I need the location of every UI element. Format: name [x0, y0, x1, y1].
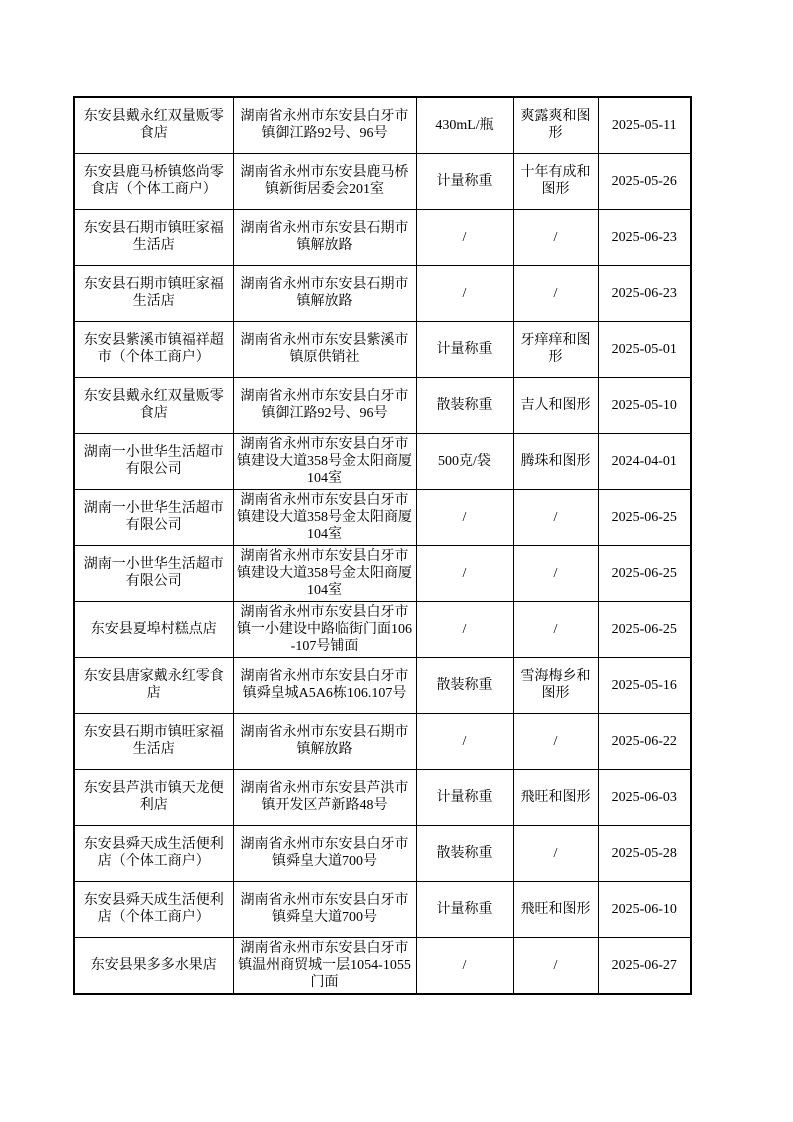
store-name-cell: 东安县芦洪市镇天龙便利店 [74, 769, 233, 825]
store-name-cell: 湖南一小世华生活超市有限公司 [74, 489, 233, 545]
address-cell: 湖南省永州市东安县白牙市镇舜皇大道700号 [233, 881, 416, 937]
date-cell: 2025-06-10 [598, 881, 691, 937]
trademark-cell: 十年有成和图形 [513, 153, 598, 209]
date-cell: 2025-06-25 [598, 601, 691, 657]
trademark-cell: / [513, 713, 598, 769]
address-cell: 湖南省永州市东安县白牙市镇御江路92号、96号 [233, 97, 416, 153]
table-row [74, 713, 691, 769]
trademark-cell: / [513, 937, 598, 994]
trademark-cell: / [513, 209, 598, 265]
specification-cell: 计量称重 [416, 881, 513, 937]
store-name-cell: 东安县舜天成生活便利店（个体工商户） [74, 825, 233, 881]
table-row [74, 601, 691, 657]
date-cell: 2025-06-22 [598, 713, 691, 769]
table-row [74, 321, 691, 377]
address-cell: 湖南省永州市东安县白牙市镇舜皇大道700号 [233, 825, 416, 881]
store-name-cell: 东安县舜天成生活便利店（个体工商户） [74, 881, 233, 937]
trademark-cell: / [513, 489, 598, 545]
date-cell: 2025-05-16 [598, 657, 691, 713]
trademark-cell: / [513, 265, 598, 321]
trademark-cell: / [513, 825, 598, 881]
specification-cell: / [416, 209, 513, 265]
store-name-cell: 东安县夏埠村糕点店 [74, 601, 233, 657]
trademark-cell: 吉人和图形 [513, 377, 598, 433]
specification-cell: / [416, 713, 513, 769]
trademark-cell: 雪海梅乡和图形 [513, 657, 598, 713]
address-cell: 湖南省永州市东安县白牙市镇温州商贸城一层1054-1055门面 [233, 937, 416, 994]
date-cell: 2025-05-26 [598, 153, 691, 209]
table-row [74, 657, 691, 713]
table-row [74, 265, 691, 321]
address-cell: 湖南省永州市东安县紫溪市镇原供销社 [233, 321, 416, 377]
address-cell: 湖南省永州市东安县石期市镇解放路 [233, 713, 416, 769]
address-cell: 湖南省永州市东安县鹿马桥镇新街居委会201室 [233, 153, 416, 209]
date-cell: 2025-06-27 [598, 937, 691, 994]
specification-cell: / [416, 489, 513, 545]
store-name-cell: 东安县唐家戴永红零食店 [74, 657, 233, 713]
table-row [74, 433, 691, 489]
date-cell: 2025-05-01 [598, 321, 691, 377]
date-cell: 2025-06-03 [598, 769, 691, 825]
address-cell: 湖南省永州市东安县白牙市镇舜皇城A5A6栋106.107号 [233, 657, 416, 713]
table-row [74, 377, 691, 433]
store-name-cell: 东安县紫溪市镇福祥超市（个体工商户） [74, 321, 233, 377]
store-name-cell: 东安县石期市镇旺家福生活店 [74, 265, 233, 321]
table-row [74, 545, 691, 601]
trademark-cell: 牙痒痒和图形 [513, 321, 598, 377]
inspection-table [73, 96, 692, 995]
table-row [74, 769, 691, 825]
specification-cell: 计量称重 [416, 321, 513, 377]
trademark-cell: 爽露爽和图形 [513, 97, 598, 153]
store-name-cell: 湖南一小世华生活超市有限公司 [74, 545, 233, 601]
address-cell: 湖南省永州市东安县白牙市镇建设大道358号金太阳商厦104室 [233, 545, 416, 601]
specification-cell: / [416, 601, 513, 657]
table-row [74, 937, 691, 994]
date-cell: 2025-06-23 [598, 265, 691, 321]
table-row [74, 153, 691, 209]
trademark-cell: / [513, 601, 598, 657]
table-row [74, 881, 691, 937]
store-name-cell: 东安县石期市镇旺家福生活店 [74, 713, 233, 769]
specification-cell: 计量称重 [416, 769, 513, 825]
address-cell: 湖南省永州市东安县芦洪市镇开发区芦新路48号 [233, 769, 416, 825]
specification-cell: 430mL/瓶 [416, 97, 513, 153]
store-name-cell: 东安县戴永红双量贩零食店 [74, 377, 233, 433]
trademark-cell: 飛旺和图形 [513, 881, 598, 937]
date-cell: 2025-06-25 [598, 489, 691, 545]
date-cell: 2025-06-23 [598, 209, 691, 265]
address-cell: 湖南省永州市东安县白牙市镇建设大道358号金太阳商厦104室 [233, 433, 416, 489]
store-name-cell: 湖南一小世华生活超市有限公司 [74, 433, 233, 489]
store-name-cell: 东安县戴永红双量贩零食店 [74, 97, 233, 153]
address-cell: 湖南省永州市东安县白牙市镇御江路92号、96号 [233, 377, 416, 433]
specification-cell: / [416, 545, 513, 601]
table-row [74, 97, 691, 153]
date-cell: 2024-04-01 [598, 433, 691, 489]
trademark-cell: / [513, 545, 598, 601]
table-row [74, 489, 691, 545]
specification-cell: 散装称重 [416, 377, 513, 433]
trademark-cell: 飛旺和图形 [513, 769, 598, 825]
specification-cell: 散装称重 [416, 825, 513, 881]
specification-cell: 500克/袋 [416, 433, 513, 489]
specification-cell: 计量称重 [416, 153, 513, 209]
table-row [74, 209, 691, 265]
address-cell: 湖南省永州市东安县石期市镇解放路 [233, 209, 416, 265]
table-row [74, 825, 691, 881]
specification-cell: / [416, 265, 513, 321]
store-name-cell: 东安县鹿马桥镇悠尚零食店（个体工商户） [74, 153, 233, 209]
trademark-cell: 腾珠和图形 [513, 433, 598, 489]
date-cell: 2025-06-25 [598, 545, 691, 601]
store-name-cell: 东安县果多多水果店 [74, 937, 233, 994]
store-name-cell: 东安县石期市镇旺家福生活店 [74, 209, 233, 265]
address-cell: 湖南省永州市东安县石期市镇解放路 [233, 265, 416, 321]
date-cell: 2025-05-28 [598, 825, 691, 881]
date-cell: 2025-05-10 [598, 377, 691, 433]
address-cell: 湖南省永州市东安县白牙市镇建设大道358号金太阳商厦104室 [233, 489, 416, 545]
address-cell: 湖南省永州市东安县白牙市镇一小建设中路临街门面106-107号铺面 [233, 601, 416, 657]
date-cell: 2025-05-11 [598, 97, 691, 153]
specification-cell: 散装称重 [416, 657, 513, 713]
specification-cell: / [416, 937, 513, 994]
